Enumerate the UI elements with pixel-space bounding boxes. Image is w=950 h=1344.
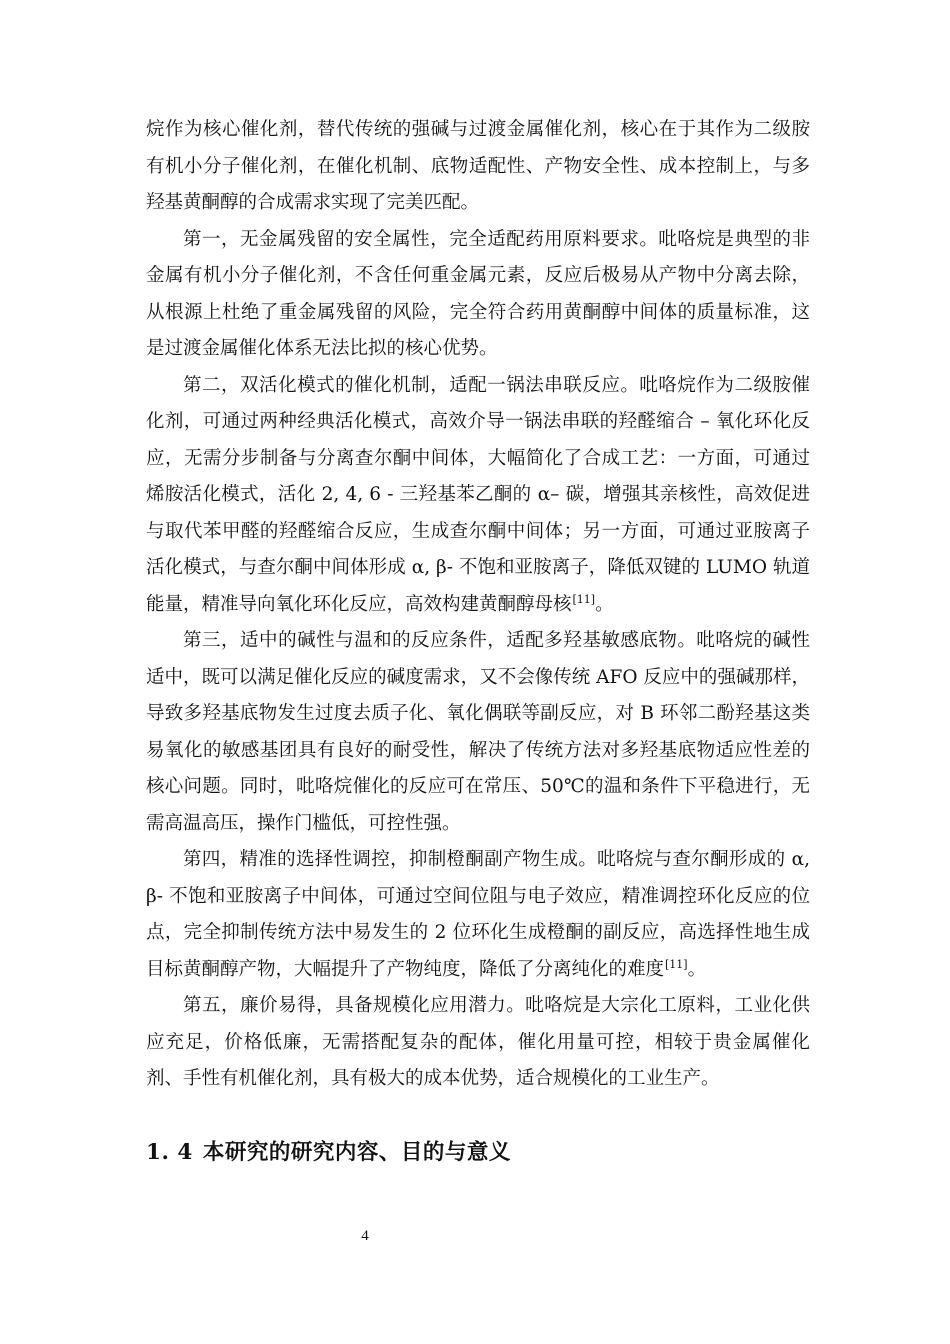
- paragraph-text: 第三，适中的碱性与温和的反应条件，适配多羟基敏感底物。吡咯烷的碱性适中，既可以满足催化反应的碱度需求，又不会像传统 AFO 反应中的强碱那样，导致多羟基底物发生过度去质子化、氧化偶联等副反应，对 B 环邻二酚羟基这类易氧化的敏感基团具有良好的耐受性，解决了传统方法对多羟基底物适应性差的核心问题。同时，吡咯烷催化的反应可在常压、50℃的温和条件下平稳进行，无需高温高压，操作门槛低，可控性强。: [146, 630, 810, 834]
- paragraph-tail: 。: [687, 958, 707, 980]
- paragraph-text: 烷作为核心催化剂，替代传统的强碱与过渡金属催化剂，核心在于其作为二级胺有机小分子催化剂，在催化机制、底物适配性、产物安全性、成本控制上，与多羟基黄酮醇的合成需求实现了完美匹配。: [146, 119, 810, 213]
- paragraph-text: 第五，廉价易得，具备规模化应用潜力。吡咯烷是大宗化工原料，工业化供应充足，价格低廉，无需搭配复杂的配体，催化用量可控，相较于贵金属催化剂、手性有机催化剂，具有极大的成本优势，适合规模化的工业生产。: [146, 995, 810, 1089]
- section-title: 本研究的研究内容、目的与意义: [202, 1140, 511, 1165]
- paragraph-point-1: [146, 222, 810, 368]
- paragraph-text: 第四，精准的选择性调控，抑制橙酮副产物生成。吡咯烷与查尔酮形成的 α, β- 不饱和亚胺离子中间体，可通过空间位阻与电子效应，精准调控环化反应的位点，完全抑制传统方法中易发生的 2 位环化生成橙酮的副反应，高选择性地生成目标黄酮醇产物，大幅提升了产物纯度，降低了分离纯化的难度: [146, 849, 810, 980]
- citation-marker[interactable]: [11]: [572, 592, 596, 606]
- body-text: [146, 112, 810, 1098]
- citation-marker[interactable]: [11]: [665, 957, 688, 971]
- paragraph-text: 第一，无金属残留的安全属性，完全适配药用原料要求。吡咯烷是典型的非金属有机小分子催化剂，不含任何重金属元素，反应后极易从产物中分离去除，从根源上杜绝了重金属残留的风险，完全符合药用黄酮醇中间体的质量标准，这是过渡金属催化体系无法比拟的核心优势。: [146, 228, 810, 359]
- section-heading: [146, 1135, 511, 1166]
- paragraph-text: 第二，双活化模式的催化机制，适配一锅法串联反应。吡咯烷作为二级胺催化剂，可通过两种经典活化模式，高效介导一锅法串联的羟醛缩合 – 氧化环化反应，无需分步制备与分离查尔酮中间体，大幅简化了合成工艺：一方面，可通过烯胺活化模式，活化 2, 4, 6 - 三羟基苯乙酮的 α– 碳，增强其亲核性，高效促进与取代苯甲醛的羟醛缩合反应，生成查尔酮中间体；另一方面，可通过亚胺离子活化模式，与查尔酮中间体形成 α, β- 不饱和亚胺离子，降低双键的 LUMO 轨道能量，精准导向氧化环化反应，高效构建黄酮醇母核: [146, 374, 810, 615]
- paragraph-point-5: [146, 988, 810, 1098]
- paragraph-point-3: [146, 623, 810, 842]
- paragraph-point-4: [146, 842, 810, 988]
- paragraph-tail: 。: [595, 593, 614, 615]
- paragraph-intro: [146, 112, 810, 222]
- section-number: 1. 4: [146, 1140, 193, 1165]
- page-number: 4: [361, 1228, 369, 1244]
- paragraph-point-2: [146, 368, 810, 624]
